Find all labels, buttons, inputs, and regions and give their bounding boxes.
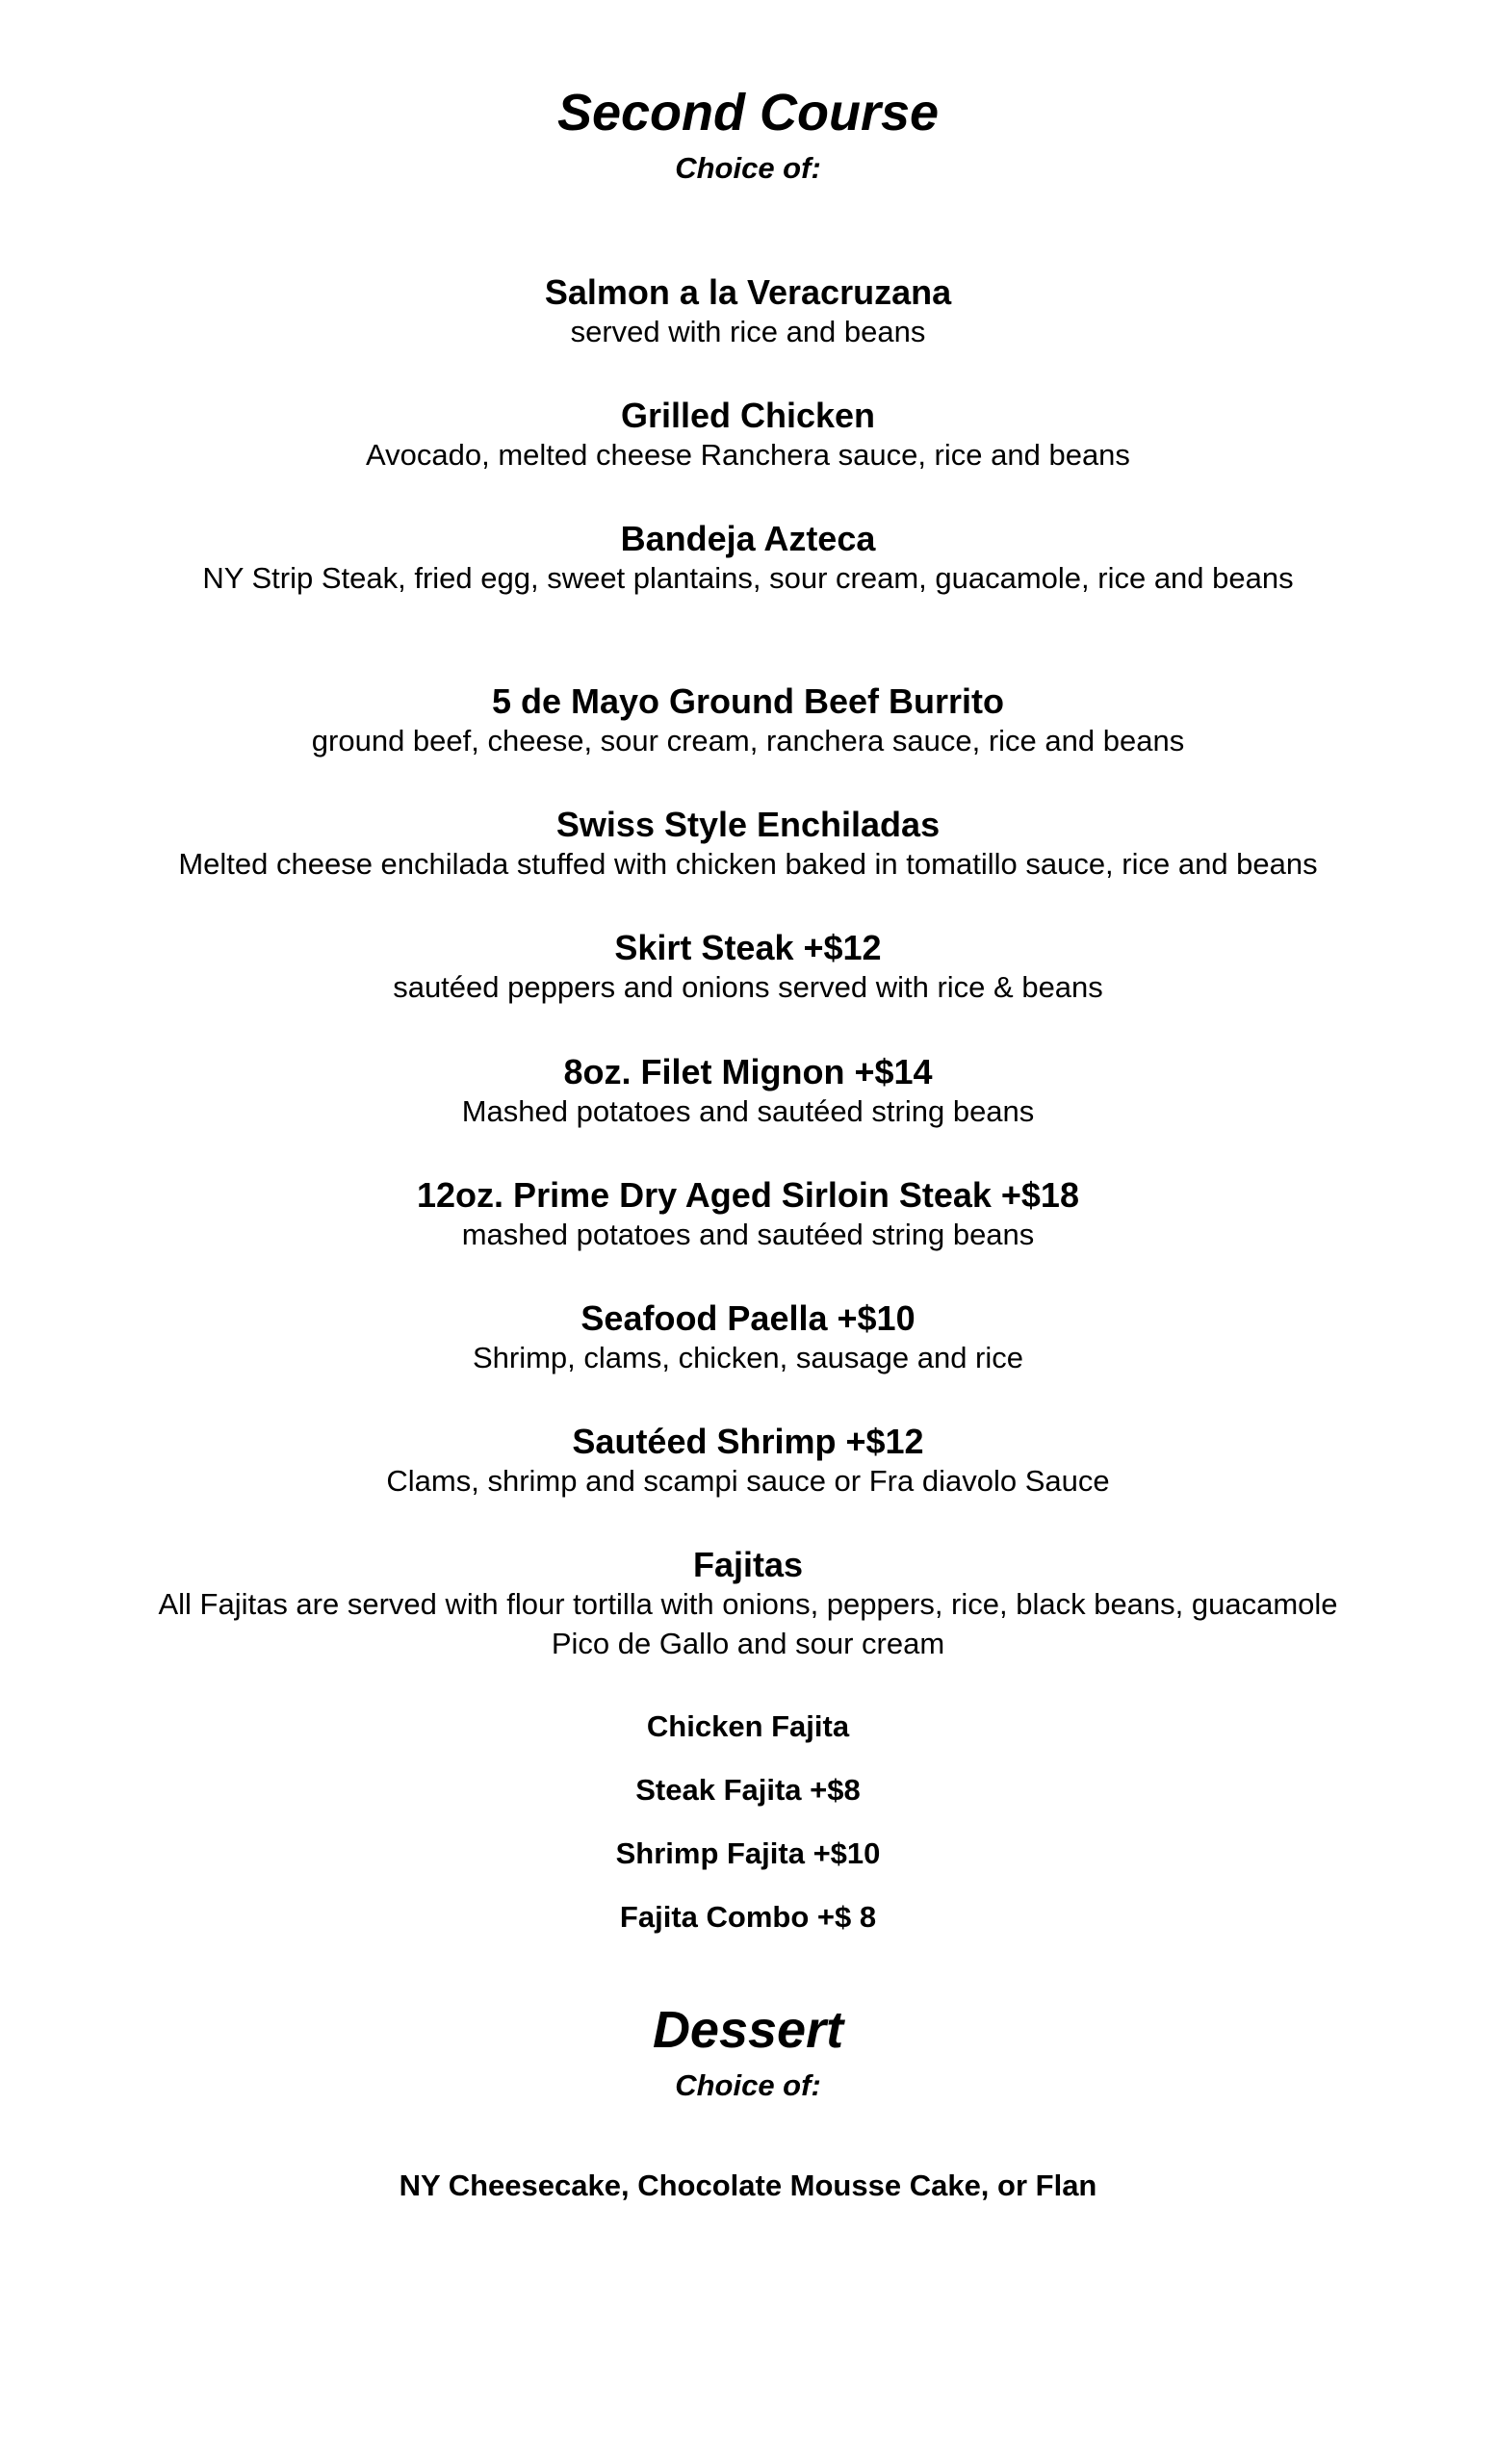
menu-item-description: Avocado, melted cheese Ranchera sauce, rice and beans: [366, 438, 1130, 473]
menu-item-description: NY Strip Steak, fried egg, sweet plantains, sour cream, guacamole, rice and beans: [202, 561, 1294, 596]
menu-item-name: Skirt Steak +$12: [614, 928, 882, 967]
fajitas-description-line-2: Pico de Gallo and sour cream: [551, 1627, 945, 1661]
menu-item-description: Shrimp, clams, chicken, sausage and rice: [472, 1341, 1024, 1375]
menu-item-name: 8oz. Filet Mignon +$14: [563, 1052, 933, 1091]
fajita-option: Shrimp Fajita +$10: [615, 1836, 881, 1870]
fajitas-name: Fajitas: [692, 1545, 804, 1584]
menu-item: [0, 1051, 1496, 1132]
dessert-heading: Dessert: [652, 2001, 844, 2059]
menu-item-description: sautéed peppers and onions served with rice & beans: [393, 970, 1103, 1005]
menu-item: [0, 927, 1496, 1008]
fajita-option: Steak Fajita +$8: [635, 1773, 861, 1807]
menu-item-description: Melted cheese enchilada stuffed with chicken baked in tomatillo sauce, rice and beans: [178, 847, 1318, 882]
menu-item-name: Salmon a la Veracruzana: [544, 272, 952, 312]
fajita-option: Chicken Fajita: [646, 1709, 850, 1743]
dessert-subheading: Choice of:: [675, 2068, 821, 2102]
menu-item: [0, 271, 1496, 352]
menu-item-description: mashed potatoes and sautéed string beans: [461, 1218, 1035, 1252]
menu-item: [0, 1174, 1496, 1255]
dessert-items: NY Cheesecake, Chocolate Mousse Cake, or Flan: [399, 2169, 1097, 2202]
menu-item: [0, 680, 1496, 761]
menu-item-name: 12oz. Prime Dry Aged Sirloin Steak +$18: [417, 1175, 1079, 1215]
fajita-option: Fajita Combo +$ 8: [619, 1900, 877, 1934]
menu-item-name: 5 de Mayo Ground Beef Burrito: [491, 681, 1005, 721]
menu-item-name: Swiss Style Enchiladas: [555, 805, 941, 844]
menu-item-description: ground beef, cheese, sour cream, ranchera sauce, rice and beans: [311, 724, 1185, 758]
menu-item-name: Seafood Paella +$10: [580, 1298, 916, 1338]
fajitas-description-line-1: All Fajitas are served with flour tortilla with onions, peppers, rice, black beans, guacamole: [158, 1587, 1338, 1622]
menu-item: [0, 518, 1496, 599]
second-course-heading: Second Course: [556, 84, 940, 141]
menu-item-description: Clams, shrimp and scampi sauce or Fra diavolo Sauce: [386, 1464, 1110, 1499]
menu-item-description: Mashed potatoes and sautéed string beans: [461, 1094, 1035, 1129]
menu-item-name: Bandeja Azteca: [620, 519, 876, 558]
menu-item: [0, 1297, 1496, 1378]
menu-item: [0, 1421, 1496, 1502]
second-course-subheading: Choice of:: [675, 151, 821, 185]
menu-item: [0, 395, 1496, 475]
fajitas-section: [0, 1544, 1496, 1664]
menu-item-name: Grilled Chicken: [620, 396, 876, 435]
menu-item-name: Sautéed Shrimp +$12: [572, 1422, 924, 1461]
menu-item: [0, 804, 1496, 885]
menu-item-description: served with rice and beans: [570, 315, 926, 349]
